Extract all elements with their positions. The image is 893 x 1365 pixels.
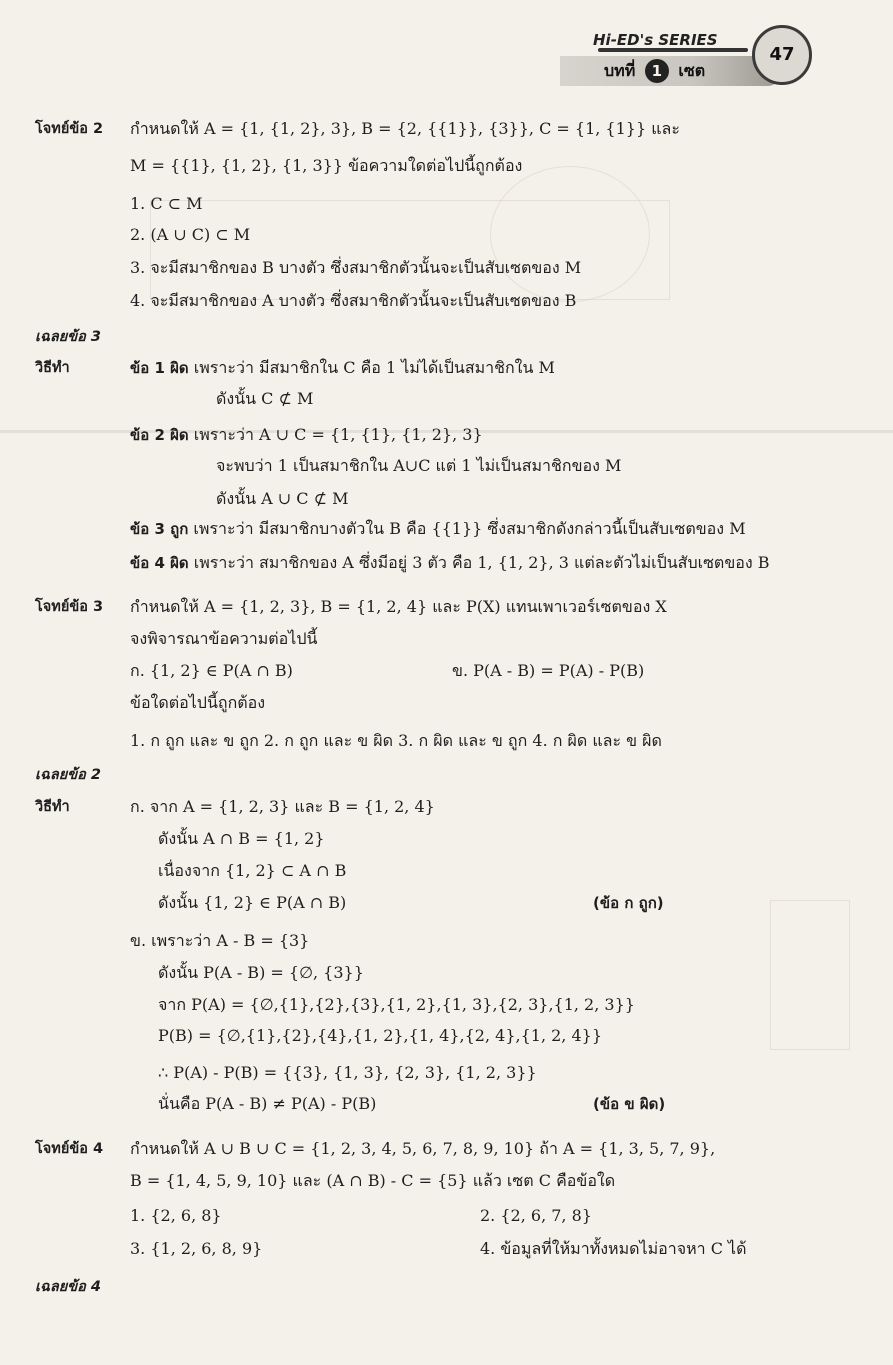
line-text: เนื่องจาก {1, 2} ⊂ A ∩ B [158, 861, 347, 880]
series-title: Hi-ED's SERIES [593, 31, 718, 49]
chapter-word: บทที่ [604, 61, 636, 80]
text-line [452, 660, 644, 682]
text-line [158, 860, 346, 882]
line-text: เพราะว่า A ∪ C = {1, {1}, {1, 2}, 3} [188, 425, 483, 444]
line-text: เพราะว่า มีสมาชิกบางตัวใน B คือ {{1}} ซึ่งสมาชิกดังกล่าวนี้เป็นสับเซตของ M [188, 519, 746, 538]
text-line [130, 518, 746, 540]
text-line [480, 1205, 592, 1227]
line-text: เพราะว่า สมาชิกของ A ซึ่งมีอยู่ 3 ตัว คือ 1, {1, 2}, 3 แต่ละตัวไม่เป็นสับเซตของ B [188, 553, 770, 572]
line-text: 4. จะมีสมาชิกของ A บางตัว ซึ่งสมาชิกตัวนั้นจะเป็นสับเซตของ B [130, 291, 577, 310]
section-label: เฉลยข้อ 4 [35, 1279, 101, 1295]
line-text: ข. P(A - B) = P(A) - P(B) [452, 661, 645, 680]
section-label: เฉลยข้อ 2 [35, 767, 101, 783]
section-label: วิธีทำ [35, 799, 70, 815]
section-label: โจทย์ข้อ 2 [35, 121, 104, 137]
section-label: วิธีทำ [35, 360, 70, 376]
line-text: ดังนั้น {1, 2} ∈ P(A ∩ B) [158, 893, 347, 912]
chapter-title: เซต [678, 61, 706, 80]
text-line [130, 290, 576, 312]
text-line [480, 1238, 746, 1260]
text-line [130, 692, 265, 714]
text-line [130, 596, 667, 618]
choice-verdict: ข้อ 3 ถูก [130, 520, 189, 538]
line-text: จาก P(A) = {∅,{1},{2},{3},{1, 2},{1, 3},{2, 3},{1, 2, 3}} [158, 995, 635, 1014]
text-line [216, 488, 349, 510]
line-text: 4. ข้อมูลที่ให้มาทั้งหมดไม่อาจหา C ได้ [480, 1239, 747, 1258]
text-line [130, 1138, 715, 1160]
line-text: ข. เพราะว่า A - B = {3} [130, 931, 310, 950]
line-text: M = {{1}, {1, 2}, {1, 3}} ข้อความใดต่อไปนี้ถูกต้อง [130, 156, 523, 175]
line-text: ดังนั้น P(A - B) = {∅, {3}} [158, 963, 364, 982]
text-line [158, 892, 346, 914]
text-line [130, 193, 203, 215]
text-line [130, 1238, 262, 1260]
text-line [130, 424, 483, 446]
text-line [130, 118, 680, 140]
line-text: P(B) = {∅,{1},{2},{4},{1, 2},{1, 4},{2, 4},{1, 2, 4}} [158, 1026, 603, 1045]
line-text: ∴ P(A) - P(B) = {{3}, {1, 3}, {2, 3}, {1, 2, 3}} [158, 1063, 537, 1082]
line-text: 2. {2, 6, 7, 8} [480, 1206, 592, 1225]
line-text: นั่นคือ P(A - B) ≠ P(A) - P(B) [158, 1094, 377, 1113]
section-label: เฉลยข้อ 3 [35, 329, 101, 345]
text-line [130, 357, 555, 379]
conclusion-tag: (ข้อ ข ผิด) [593, 1095, 666, 1113]
text-line [130, 552, 770, 574]
choice-verdict: ข้อ 2 ผิด [130, 426, 189, 444]
text-line [130, 155, 522, 177]
text-line [130, 1205, 222, 1227]
line-text: 1. ก ถูก และ ข ถูก 2. ก ถูก และ ข ผิด 3. ก ผิด และ ข ถูก 4. ก ผิด และ ข ผิด [130, 731, 662, 750]
line-text: จงพิจารณาข้อความต่อไปนี้ [130, 629, 318, 648]
line-text: ก. {1, 2} ∈ P(A ∩ B) [130, 661, 293, 680]
text-line [216, 455, 621, 477]
line-text: 3. จะมีสมาชิกของ B บางตัว ซึ่งสมาชิกตัวนั้นจะเป็นสับเซตของ M [130, 258, 582, 277]
page-number: 47 [752, 25, 812, 85]
conclusion-tag: (ข้อ ก ถูก) [593, 894, 664, 912]
line-text: กำหนดให้ A = {1, 2, 3}, B = {1, 2, 4} และ P(X) แทนเพาเวอร์เซตของ X [130, 597, 667, 616]
section-label: โจทย์ข้อ 4 [35, 1141, 104, 1157]
line-text: ดังนั้น C ⊄ M [216, 389, 314, 408]
text-line [158, 1025, 602, 1047]
text-line [130, 628, 317, 650]
text-line [158, 1093, 376, 1115]
text-line [130, 257, 581, 279]
text-line [216, 388, 313, 410]
section-label: โจทย์ข้อ 3 [35, 599, 104, 615]
text-line [130, 930, 309, 952]
text-line [130, 1170, 615, 1192]
choice-verdict: ข้อ 4 ผิด [130, 554, 189, 572]
text-line [130, 730, 662, 752]
text-line [158, 962, 364, 984]
text-line [158, 1062, 537, 1084]
line-text: ก. จาก A = {1, 2, 3} และ B = {1, 2, 4} [130, 797, 435, 816]
line-text: ดังนั้น A ∩ B = {1, 2} [158, 829, 325, 848]
line-text: กำหนดให้ A ∪ B ∪ C = {1, 2, 3, 4, 5, 6, 7, 8, 9, 10} ถ้า A = {1, 3, 5, 7, 9}, [130, 1139, 716, 1158]
text-line [158, 994, 635, 1016]
text-line [158, 828, 325, 850]
line-text: กำหนดให้ A = {1, {1, 2}, 3}, B = {2, {{1}}, {3}}, C = {1, {1}} และ [130, 119, 680, 138]
line-text: B = {1, 4, 5, 9, 10} และ (A ∩ B) - C = {5} แล้ว เซต C คือข้อใด [130, 1171, 616, 1190]
line-text: ข้อใดต่อไปนี้ถูกต้อง [130, 693, 266, 712]
line-text: 3. {1, 2, 6, 8, 9} [130, 1239, 263, 1258]
line-text: 2. (A ∪ C) ⊂ M [130, 225, 251, 244]
line-text: จะพบว่า 1 เป็นสมาชิกใน A∪C แต่ 1 ไม่เป็นสมาชิกของ M [216, 456, 622, 475]
line-text: ดังนั้น A ∪ C ⊄ M [216, 489, 349, 508]
line-text: 1. C ⊂ M [130, 194, 203, 213]
text-line [130, 796, 435, 818]
chapter-label [604, 59, 705, 84]
line-text: 1. {2, 6, 8} [130, 1206, 222, 1225]
text-line [130, 224, 250, 246]
line-text: เพราะว่า มีสมาชิกใน C คือ 1 ไม่ได้เป็นสมาชิกใน M [188, 358, 555, 377]
chapter-number: 1 [645, 59, 669, 83]
text-line [130, 660, 293, 682]
choice-verdict: ข้อ 1 ผิด [130, 359, 189, 377]
